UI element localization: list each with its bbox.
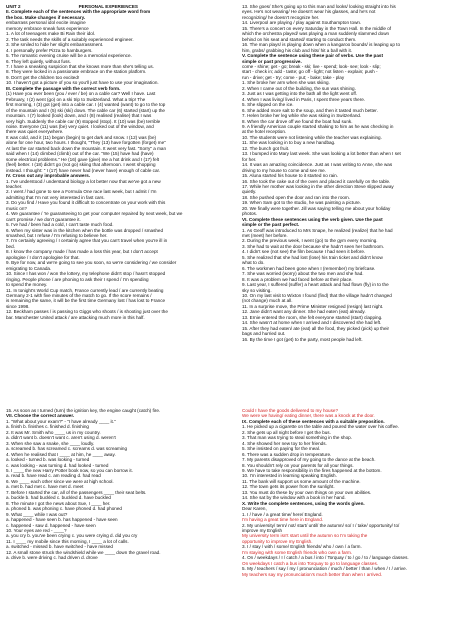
exercise-line: 7. She was worried (worry) about the two men and she had. xyxy=(242,271,364,277)
exercise-line: 4. I personally prefer Pizza to hamburgers. xyxy=(6,47,93,53)
exercise-line: 10. Since I has won / won the lottery, my telephone didn't stop / hasn't stopped xyxy=(6,271,166,277)
exercise-line: 4. I didn't see (not see) the film because I had seen it before. xyxy=(242,249,366,255)
section-heading: simple or past progressive. xyxy=(242,58,302,64)
exercise-line: 12. Beckham passes / is passing to Giggs who shoots / is shooting just over the xyxy=(6,309,168,315)
exercise-line: I'm having a great time here in England. xyxy=(242,517,324,523)
exercise-line: 6. There was a sudden drop in temperature. xyxy=(242,451,332,457)
right-top-column xyxy=(242,4,468,342)
exercise-line: which the orchestra played/ was playing a man suddenly slammed down xyxy=(242,31,390,37)
exercise-line: (not change) much at all. xyxy=(242,298,293,304)
exercise-line: 7. I have a sneaking suspicion that she knows more than she's telling us. xyxy=(6,63,154,69)
exercise-line: apologise / I don't apologise for that. xyxy=(6,254,80,260)
exercise-line: driving to my house to come and see me. xyxy=(242,167,327,173)
exercise-line: 1. He picked up a cigarette on the table and poured the water over his coffee. xyxy=(242,424,399,430)
exercise-line: 8. I know the company made / has made a loss this year, but I don't accept xyxy=(6,249,158,255)
exercise-line: 13. She goes/ She's going up to this man and looks/ looking straight into his xyxy=(242,4,396,9)
exercise-line: 7. Helen broke her leg while she was skiing in Switzerland. xyxy=(242,113,362,119)
exercise-line: 15. There's a concert on every Saturday in the Town Hall. In the middle of xyxy=(242,25,392,31)
exercise-line: 7. My parents disapproved of my going to the dance at the beach. xyxy=(242,457,376,463)
exercise-line: improve my English xyxy=(242,527,283,533)
exercise-line: 17. While her mother was looking in the other direction Steve slipped away xyxy=(242,183,394,189)
section-heading: IV. Cross out any improbable answers. xyxy=(6,173,91,179)
exercise-line: 10. Your eyes are red - ____? xyxy=(6,527,67,533)
exercise-line: 2. My university/ term/ not/ start/ until/ the autumn/ so/ I / take/ opportunity/ to/ xyxy=(242,522,400,528)
exercise-line: 10. On my last visit to Wixton I found (find) that the village hadn't changed xyxy=(242,293,392,299)
exercise-line: emigrating to Canada. xyxy=(6,265,52,271)
exercise-line: to spend the money. xyxy=(6,282,48,288)
section-heading: V. Complete the sentence using these pair of verbs. Use the past xyxy=(242,53,384,59)
exercise-line: opportunity to improve my English. xyxy=(242,538,313,544)
section-heading: the box. Make changes if necessary. xyxy=(6,14,86,20)
exercise-line: at the hotel reception. xyxy=(242,129,287,135)
exercise-line: bed. xyxy=(6,243,15,249)
exercise-line: 10. I'm interested in learning speaking English. xyxy=(242,473,337,479)
exercise-line: 1. "What about your exam?" - "I have already ____ it." xyxy=(6,418,116,424)
left-bottom-column xyxy=(6,408,232,561)
exercise-line: a. read b. have read c. am reading d. had read xyxy=(6,473,101,479)
exercise-line: February, I (2) went (go) on a ski trip to Switzerland. What a trip! The xyxy=(6,96,146,102)
exercise-line: there was quiet everywhere. xyxy=(6,129,64,135)
exercise-line: admitting that I'm not very interested in fast cars. xyxy=(6,194,105,200)
exercise-line: 11. The bank will support us some amount of the machine. xyxy=(242,478,361,484)
section-heading: simple or the past perfect. xyxy=(242,222,300,228)
exercise-line: 5. My / teachers / say / my / pronunciation / much / better / than / when / I / arrive. xyxy=(242,566,407,572)
exercise-line: 5. The romantic evening cruise will be a memorial experience. xyxy=(6,53,132,59)
exercise-line: 11. She was looking in to buy a new handbag. xyxy=(242,140,336,146)
exercise-line: 6. She added more salt to the soup, and then it tasted much better. xyxy=(242,107,378,113)
exercise-line: some electrical problems." He (16) gave (give) me a hot drink and I (17) felt xyxy=(6,156,160,162)
exercise-line: for her. xyxy=(242,156,257,162)
exercise-line: come - shine; get - go; break - ski; live - spend; look- see; look - slip; xyxy=(242,63,381,69)
exercise-line: 7. I'm certainly agreeing / I certainly agree that you can't travel when you're ill in xyxy=(6,238,168,244)
exercise-line: a. finish b. finishes c. finished d. finishing xyxy=(6,424,89,430)
exercise-line: 16. She took the cake out of the oven and placed it carefully on the table. xyxy=(242,178,391,184)
exercise-line: bar. Manchester United attack / are attacking much more in this half. xyxy=(6,314,145,320)
exercise-line: 8. It was a problem we had faced before at their place. xyxy=(242,276,353,282)
exercise-line: 12. Jane didn't want any dinner. She had eaten (eat) already. xyxy=(242,309,366,315)
exercise-line: 6. We ____ each other since we were at high school. xyxy=(6,478,114,484)
exercise-line: 10. I haven't got a picture of you so you'll just have to use your imagination. xyxy=(6,80,159,86)
section-heading: VII. Choose the correct answer. xyxy=(6,413,75,419)
exercise-line: sky so visiting. xyxy=(242,287,272,293)
exercise-line: 18. She pushed open the door and ran into the room. xyxy=(242,194,351,200)
exercise-line: 1. I've understood / understand biology a lot better now that we've got a new xyxy=(6,178,161,184)
exercise-line: 5. She slipped on the ice. xyxy=(242,102,294,108)
section-heading: VI. Complete these sentences using the verb given. Use the past xyxy=(242,216,383,222)
exercise-line: teacher. xyxy=(6,183,23,189)
exercise-line: can't promise / we don't guarantee it. xyxy=(6,216,81,222)
exercise-line: 15. After they had eaten/ ate (eat) all the food, they picked (pick) up their xyxy=(242,325,390,331)
exercise-line: bags and hurried out. xyxy=(242,331,286,337)
exercise-line: c. was looking - was turning d. had looked - turned xyxy=(6,462,109,468)
exercise-line: 1. She broke her arm when she was skiing. xyxy=(242,80,330,86)
exercise-line: 8. They were locked in a passionate embrace on the station platform. xyxy=(6,69,147,75)
exercise-line: 3. When she saw a snake, she ____ loudly. xyxy=(6,440,95,446)
exercise-line: 8. The minute I got the news about Sue, I ____ her. xyxy=(6,500,111,506)
exercise-line: 3. She had to wait at the door because she hadn't seen her bathroom. xyxy=(242,243,385,249)
exercise-line: 9. What ____ while I was out? xyxy=(6,511,68,517)
exercise-line: noise. Everyone (11) was (be) very quiet. I looked out of the window, and xyxy=(6,123,154,129)
exercise-line: photos. xyxy=(242,211,258,217)
exercise-line: c. happened - saw d. happened - have seen xyxy=(6,522,96,528)
exercise-line: It was cold, and it (11) began (begin) to get dark and snow. I (12) was (be) xyxy=(6,134,157,140)
exercise-line: quietly. xyxy=(242,189,257,195)
exercise-line: 15. Aluna started his house to it started no rain. xyxy=(242,173,339,179)
section-heading: II. Complete each of the sentences with the appropriate word from xyxy=(6,9,151,15)
exercise-line: behind on his seat and started/ starting to conduct them. xyxy=(242,36,357,42)
exercise-line: 14. She sat by the window with a book in her hand. xyxy=(242,495,346,501)
exercise-line: first morning, I (3) got (get) into a cable car. I (4) wanted (want) to go to the top xyxy=(6,102,166,108)
exercise-line: 9. Don't get the children too excited! xyxy=(6,74,80,80)
exercise-line: Germany 2-1 with five minutes of the match to go. If the score remains / xyxy=(6,293,152,299)
exercise-line: At last the car started back down the mountain. It went very fast. "Sorry" a man xyxy=(6,145,167,151)
exercise-line: 10. The students were not listening while the teacher was explaining. xyxy=(242,134,382,140)
exercise-line: 13. Ernie entered the room, she felt everyone started (start) clapping. xyxy=(242,314,383,320)
exercise-line: a. phoned b. was phoning c. have phoned d. had phoned xyxy=(6,506,122,512)
exercise-line: 1. As Geoff was introduced to Mrs Snape, he realized (realize) that he had xyxy=(242,227,393,233)
exercise-line: 3. Just as I was getting into the bath all the light went off. xyxy=(242,91,358,97)
exercise-line: 12. A small stone struck the windshield while we ____ down the gravel road. xyxy=(6,549,161,555)
exercise-line: 5. I ____ the new Harry Potter book now, so you can borrow it. xyxy=(6,467,133,473)
exercise-line: 12. The town gets its power from the sunlight. xyxy=(242,484,335,490)
exercise-line: recognizing/ he doesn't recognize her. xyxy=(242,14,320,20)
exercise-line: (feel) better. I (18) didn't go (not go) skiing that afternoon. I went shopping xyxy=(6,162,156,168)
exercise-line: a. met b. had met c. have met d. meet xyxy=(6,484,84,490)
exercise-line: On weekdays I catch a bus into Torquay to go to language classes. xyxy=(242,560,379,566)
exercise-line: 16. By the time I got (get) to the party, most people had left. xyxy=(242,336,363,342)
exercise-line: (1) Have you ever been (you / ever / be) on a cable car? Well I have. Last xyxy=(6,91,156,97)
exercise-line: 2. When I came out of the building, the sun was shining. xyxy=(242,85,356,91)
exercise-line: 16. The man plays/ is playing down when a kangaroo bounds/ is leaping up to xyxy=(242,42,400,48)
exercise-line: 12. The bunch got fruit. xyxy=(242,145,290,151)
exercise-line: 4. When he realised that I ____ at him, he ____ away. xyxy=(6,451,116,457)
exercise-line: 14. She wasn't at home when I arrived and I discovered she had left. xyxy=(242,320,382,326)
exercise-line: 2. She gets up all night before I get the bus. xyxy=(242,429,331,435)
exercise-line: 3. Do you find / Have you found it difficult to concentrate on your work with this xyxy=(6,200,166,206)
exercise-line: 3. I / stay / with / some/ English friends/ who / own / a farm. xyxy=(242,544,362,550)
exercise-line: 3. She smiled to hide her slight embarrassment. xyxy=(6,42,104,48)
exercise-line: a. you cry b. you've been crying c. you were crying d. did you cry xyxy=(6,533,138,539)
exercise-line: 8. You shouldn't rely on your parents for all your things. xyxy=(242,462,354,468)
exercise-line: of the mountain and I (5) ski (ski) down. The cable car (6) started (start) up the xyxy=(6,107,165,113)
exercise-line: 6. When my sister was in the kitchen when the bottle was dropped / smashed xyxy=(6,227,164,233)
exercise-line: alone for one hour, two hours. I thought, "They (13) have forgotten (forget) me" xyxy=(6,140,166,146)
exercise-line: mountain. I (7) looked (look) down, and I (8) realised (realise) that I was xyxy=(6,113,152,119)
exercise-line: We were we having/ eating dinner, there was a knock at the door. xyxy=(242,413,375,419)
exercise-line: 7. Before I started the car, all of the passengers ____ their seat belts. xyxy=(6,489,147,495)
exercise-line: 3. That man was trying to steal something in the shop. xyxy=(242,435,352,441)
exercise-line: My teachers say my pronunciation's much better than when I arrived. xyxy=(242,571,383,577)
exercise-line: 4. She showed her new toy to her friends. xyxy=(242,440,327,446)
exercise-line: 14. It was an amazing coincidence. Just as I was writing to Anne, she was xyxy=(242,162,393,168)
left-top-column xyxy=(6,4,232,320)
exercise-line: what to do. xyxy=(242,260,265,266)
exercise-line: memory embrace sneak fuss experience xyxy=(6,25,89,31)
exercise-line: very high. Suddenly the cable car (9) stopped (stop). It (10) was (be) terrible xyxy=(6,118,161,124)
exercise-line: 9. A friendly American couple started shaking to him as he was checking in xyxy=(242,123,394,129)
exercise-line: Dear Karen, xyxy=(242,506,267,512)
exercise-line: 8. When the car drove off we found the boat had sunk. xyxy=(242,118,353,124)
exercise-line: a. happened - have seen b. has happened - have seen xyxy=(6,517,118,523)
exercise-line: a. screamed b. has screamed c. screams d. was screaming xyxy=(6,446,128,452)
exercise-line: run - drive; get - try; come - put; - bake; take - play xyxy=(242,74,345,80)
exercise-line: 1. I / have / a great time/ here/ England. xyxy=(242,511,323,517)
exercise-line: 2. I went / had gone to see a Formula One race last week, but I admit / I'm xyxy=(6,189,157,195)
exercise-line: start - check in; add - taste; go off - light; not listen - explain; push - xyxy=(242,69,378,75)
exercise-line: 20. We finally were together. Jill was saying telling me about your holiday xyxy=(242,205,391,211)
exercise-line: smashed, but I refuse / I'm refusing to believe her. xyxy=(6,233,108,239)
exercise-line: 2. The task needs the skills of a suitably experienced engineer. xyxy=(6,36,134,42)
section-heading: X. Write the complete sentences, using the words given. xyxy=(242,500,365,506)
exercise-line: 9. We have to take responsibility in the fires happened at the bottom. xyxy=(242,467,382,473)
exercise-line: 5. I've had / been had a cold, I can't taste much food. xyxy=(6,222,114,228)
exercise-line: 5. She insisted on paying for the meal. xyxy=(242,446,321,452)
exercise-line: 19. When Sam got to the studio, he was painting a picture. xyxy=(242,200,361,206)
section-heading: IX. Complete each of these sentences with a suitable preposition. xyxy=(242,418,385,424)
exercise-line: 9. Bye for now, and we're going to see you soon, so we're considering / we consider xyxy=(6,260,177,266)
exercise-line: him, grabs/ grabbing his club and hits/ hit a ball with it. xyxy=(242,47,353,53)
exercise-line: 5. She realized that she had lost (lose) his train ticket and didn't know xyxy=(242,254,383,260)
exercise-line: 15. As soon as I turned (turn) the ignition key, the engine caught (catch) fire. xyxy=(6,408,161,413)
right-bottom-column xyxy=(242,408,468,577)
exercise-line: 4. When I was living/ lived in Paris, I spent three years there. xyxy=(242,96,366,102)
exercise-line: said when I (14) climbed (climb) out of the car. "We (15) have had (have) xyxy=(6,151,154,157)
unit-label: UNIT 2 xyxy=(6,4,21,9)
exercise-line: 13. You must do these by your own things on your own abilities. xyxy=(242,489,372,495)
exercise-line: met (meet) her before. xyxy=(242,233,288,239)
exercise-line: since 1998. xyxy=(6,303,30,309)
exercise-line: instead. I thought: " I (17) have never had (never have) enough of cable car. xyxy=(6,167,161,173)
exercise-line: 11. In tonight's World Cup match, France currently lead / are currently beating xyxy=(6,287,164,293)
exercise-line: 2. During the previous week, I went (go) to the gym every morning. xyxy=(242,238,378,244)
exercise-line: 9. Last year, I suffered (suffer) a heart attack and had flown (fly) in to the xyxy=(242,282,389,288)
exercise-line: 11. In a surprise move, the Prime Minister resigned (resign) last night. xyxy=(242,303,384,309)
exercise-line: Could I have the goods delivered to my house? xyxy=(242,408,339,413)
exercise-line: eyes. He's not wearing/ He doesn't wear his glasses, and he's not xyxy=(242,9,376,15)
exercise-line: 6. They left quietly, without fuss. xyxy=(6,58,71,64)
exercise-line: a. didn't want b. doesn't want c. aren't using d. weren't xyxy=(6,435,116,441)
exercise-line: 1. A lot of teenagers make Bi Rain their idol. xyxy=(6,31,96,37)
exercise-line: a. drive b. were driving c. had driven d. drove xyxy=(6,555,98,561)
exercise-line: 11. I ____ my mobile since this morning, I ____ a lot of calls. xyxy=(6,538,129,544)
exercise-line: a. looked - turned b. was looking - turned xyxy=(6,457,90,463)
exercise-line: music on? xyxy=(6,205,27,211)
unit-title: PERSONAL EXPERIENCES xyxy=(78,4,138,9)
exercise-line: 4. On / weekdays / I / catch / a bus / into / Torquay / to / go / to / language classes. xyxy=(242,555,409,561)
exercise-line: a. switched - missed b. have switched - have missed xyxy=(6,544,113,550)
exercise-line: a. buckle b. had buckled c. buckled d. have buckled xyxy=(6,495,111,501)
exercise-line: ringing. People phone / are phoning to ask their I spend / I'm spending xyxy=(6,276,149,282)
section-heading: III. Complete the passage with the correct verb form. xyxy=(6,85,121,91)
exercise-line: 13. I bumped into Mary last week. She was looking a lot better than when I set xyxy=(242,151,401,157)
exercise-line: My university term isn't start until the autumn so I'm taking the xyxy=(242,533,368,539)
exercise-line: is remaining the same, it will be the first time Germany lost / has lost to France xyxy=(6,298,166,304)
exercise-line: 14. Liverpool are playing / play against Southampton town. xyxy=(242,20,362,26)
exercise-line: I'm staying with some English friends who own a farm. xyxy=(242,549,353,555)
exercise-line: 6. The workmen had been gone when I (remember) my briefcase. xyxy=(242,265,376,271)
exercise-line: 2. It was Mr. Smith who ____ us in my country. xyxy=(6,429,101,435)
exercise-line: embarrass personal idol excite imagine xyxy=(6,20,86,26)
exercise-line: 4. We guarantee / 're guaranteeing to get your computer repaired by next week, but we xyxy=(6,211,183,217)
